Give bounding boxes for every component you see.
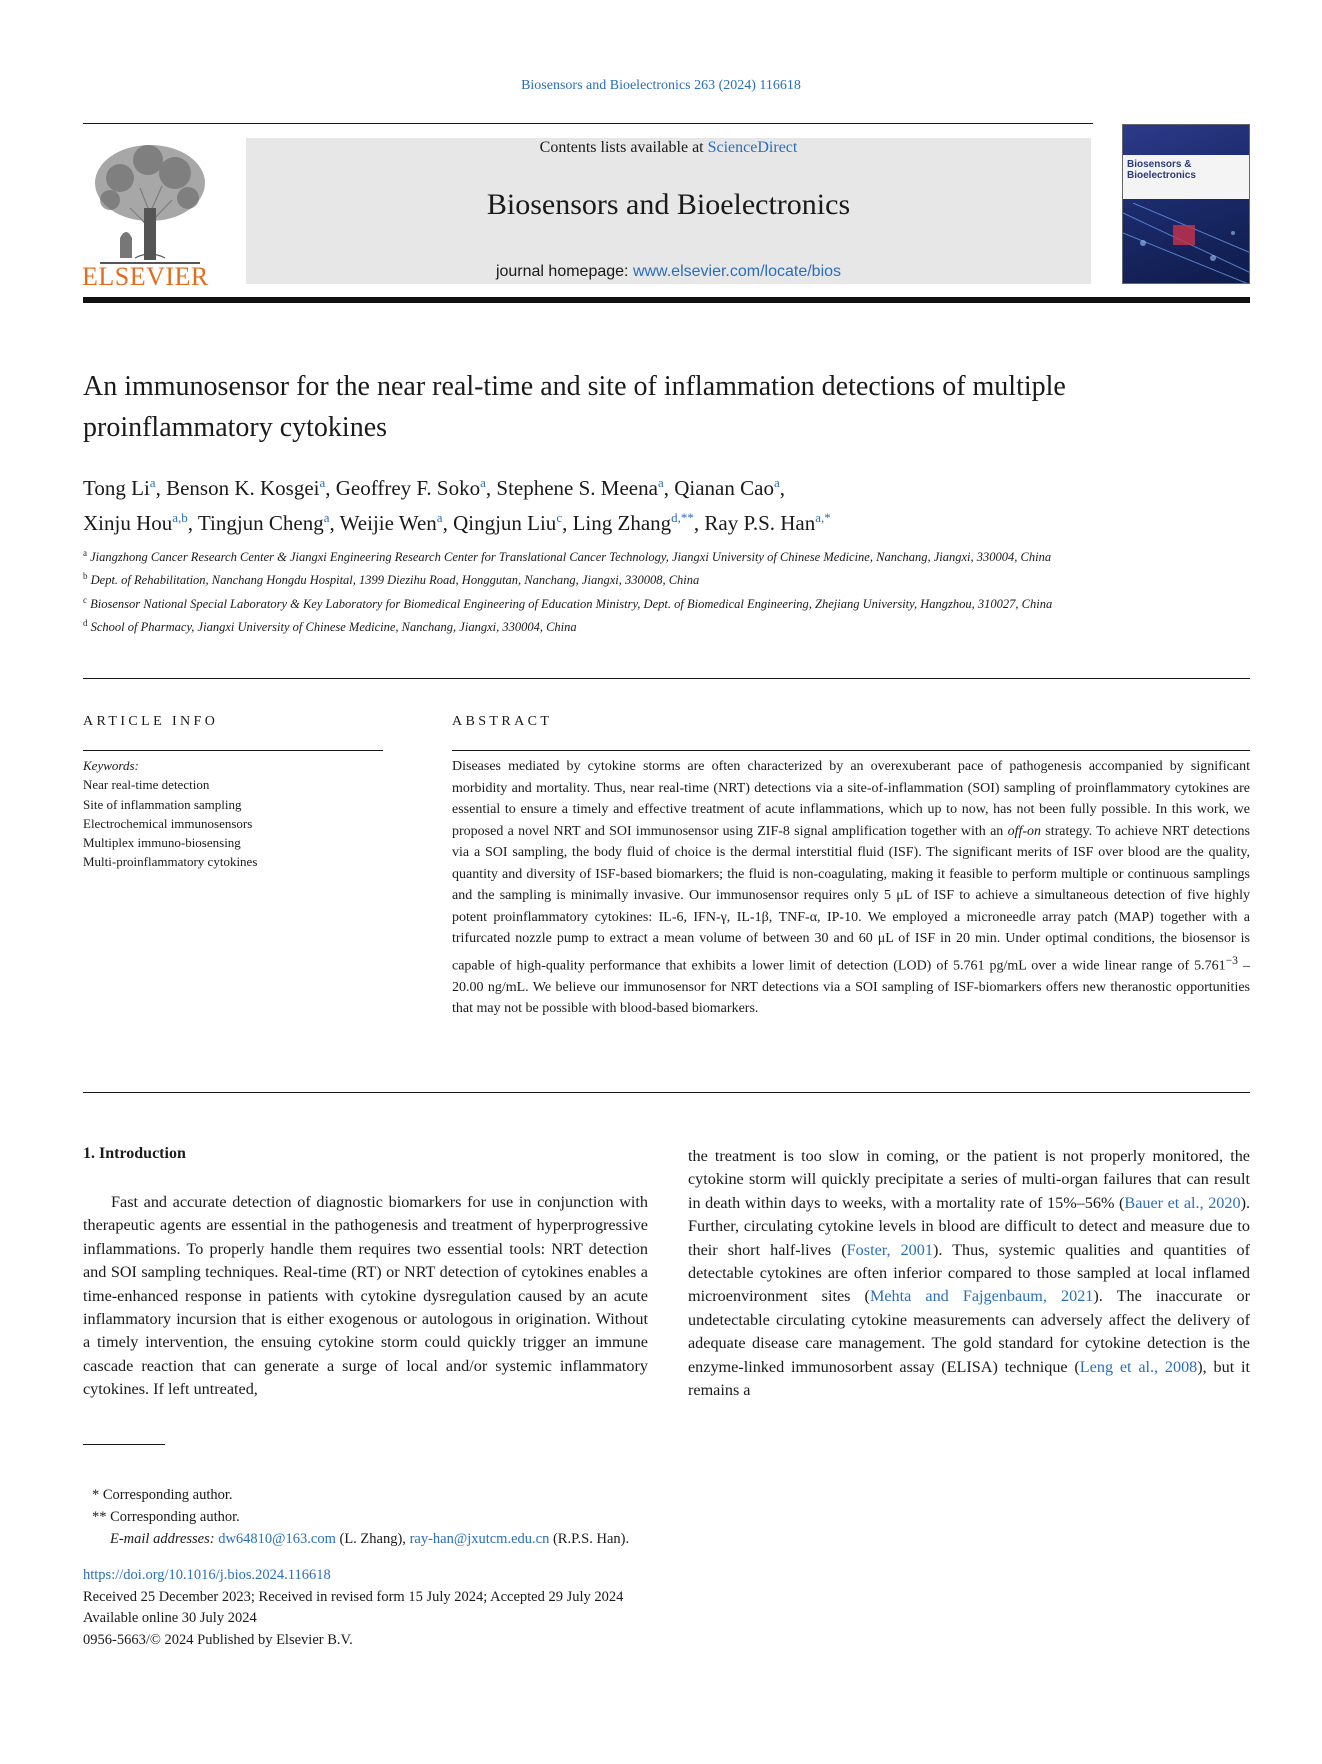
footnotes [92, 1484, 629, 1550]
abstract-part: Diseases mediated by cytokine storms are often characterized by an overexuberant pace of pathogenesis accompanied by significant morbidity and mortality. Thus, near real-time (NRT) detections via a site-of-inflammation (SOI) sampling of proinflammatory cytokines are essential to ensure a timely and effective treatment of acute inflammations, which up to now, has not been fully possible. In this work, we proposed a novel NRT and SOI immunosensor using ZIF-8 signal amplification together with an [452, 759, 1250, 839]
contents-prefix: Contents lists available at [539, 139, 708, 156]
email-owner: (R.P.S. Han). [549, 1531, 630, 1547]
affiliation-key: b [83, 571, 88, 582]
author-affiliation-mark[interactable]: a [657, 475, 664, 490]
section-rule [83, 678, 1250, 679]
section-rule [83, 1092, 1250, 1093]
publication-info [83, 1565, 623, 1651]
homepage-link[interactable]: www.elsevier.com/locate/bios [632, 263, 842, 280]
keyword-item: Site of inflammation sampling [83, 796, 242, 812]
author-name[interactable]: Tingjun Cheng [197, 511, 324, 535]
homepage-prefix: journal homepage: [495, 263, 633, 280]
author-name[interactable]: Qingjun Liu [453, 511, 557, 535]
keywords-label: Keywords: [83, 758, 139, 773]
citation-link[interactable]: Foster, 2001 [846, 1240, 933, 1259]
author-affiliation-mark[interactable]: a [149, 475, 156, 490]
abstract-heading: ABSTRACT [452, 714, 553, 729]
citation-link[interactable]: Bauer et al., 2020 [1124, 1193, 1241, 1212]
author-name[interactable]: Tong Li [83, 476, 150, 500]
abstract-rule [452, 750, 1250, 751]
author-name[interactable]: Ray P.S. Han [704, 511, 816, 535]
affiliation-key: d [83, 617, 88, 628]
abstract-italic: off-on [1007, 823, 1042, 839]
author-list: Tong Li$^a$, Benson K. Kosgei$^a$, Geoffrey F. Soko$^a$, Stephene S. Meena$^a$, Qianan Cao$^a$, Xinju Hou$^{a,b}$, Tingjun Cheng$^a$, Weijie Wen$^a$, Qingjun Liu$^c$, Ling Zhang$^{d,**}$, Ray P.S. Han$^{a,*}$ [83, 475, 831, 535]
email-label: E-mail addresses: [110, 1531, 215, 1547]
affiliation-list [83, 544, 1083, 637]
author-name[interactable]: Stephene S. Meena [496, 476, 658, 500]
author-affiliation-mark[interactable]: a [436, 510, 443, 525]
email-owner: (L. Zhang), [335, 1531, 410, 1547]
author-affiliation-mark[interactable]: a [323, 510, 330, 525]
cover-title: Biosensors & Bioelectronics [1127, 159, 1196, 181]
contents-line [246, 139, 1091, 157]
author-name[interactable]: Xinju Hou [83, 511, 173, 535]
sciencedirect-link[interactable]: ScienceDirect [707, 139, 798, 156]
email-link[interactable]: ray-han@jxutcm.edu.cn [409, 1531, 550, 1547]
affiliation-item [83, 567, 1083, 590]
keywords-block [83, 756, 257, 872]
journal-title: Biosensors and Bioelectronics [486, 188, 851, 221]
keyword-item: Multi-proinflammatory cytokines [83, 854, 258, 870]
author-name[interactable]: Weijie Wen [339, 511, 437, 535]
author-affiliation-mark[interactable]: a [319, 475, 326, 490]
introduction-right-column [688, 1145, 1250, 1402]
intro-text: ). The inaccurate or undetectable circulating cytokine measurements can adversely affect the delivery of adequate disease care management. The gold standard for cytokine detection is the enzyme-linked immunosorbent assay (ELISA) technique ( [688, 1287, 1250, 1376]
affiliation-item [83, 544, 1083, 567]
email-link[interactable]: dw64810@163.com [218, 1531, 336, 1547]
author-affiliation-mark[interactable]: d,** [671, 510, 694, 525]
corresponding-author-note: * Corresponding author. [92, 1487, 233, 1503]
affiliation-text: Biosensor National Special Laboratory & Key Laboratory for Biomedical Engineering of Education Ministry, Dept. of Biomedical Engineering, Zhejiang University, Hangzhou, 310027, China [90, 596, 1053, 611]
keyword-item: Electrochemical immunosensors [83, 815, 253, 831]
author-name[interactable]: Geoffrey F. Soko [335, 476, 481, 500]
corresponding-author-note: ** Corresponding author. [92, 1509, 240, 1525]
author-affiliation-mark[interactable]: a [773, 475, 780, 490]
article-info-heading: ARTICLE INFO [83, 714, 219, 729]
header-thick-rule [83, 297, 1250, 303]
abstract-part: strategy. To achieve NRT detections via a SOI sampling, the body fluid of choice is the dermal interstitial fluid (ISF). The significant merits of ISF over blood are the quality, quantity and diversity of ISF-based biomarkers; the fluid is non-coagulating, making it feasible to perform multiple or continuous samplings and the sampling is minimally invasive. Our immunosensor requires only 5 μL of ISF to achieve a simultaneous detection of five highly potent proinflammatory cytokines: IL-6, IFN-γ, IL-1β, TNF-α, IP-10. We employed a microneedle array patch (MAP) together with a trifurcated nozzle pump to extract a mean volume of between 30 and 60 μL of ISF in 20 min. Under optimal conditions, the biosensor is capable of high-quality performance that exhibits a lower limit of detection (LOD) of 5.761 pg/mL over a wide linear range of 5.761 [452, 823, 1250, 974]
abstract-text [452, 756, 1250, 1020]
affiliation-item [83, 591, 1083, 614]
author-name[interactable]: Benson K. Kosgei [166, 476, 320, 500]
intro-text: ). Further, circulating cytokine levels in blood are difficult to detect and measure due to their short half-lives ( [688, 1193, 1251, 1259]
article-title: An immunosensor for the near real-time and site of inflammation detections of multiple proinflammatory cytokines [83, 371, 1066, 443]
affiliation-key: a [83, 548, 87, 558]
affiliation-item [83, 614, 1083, 637]
keywords-rule [83, 750, 383, 751]
doi-link[interactable]: https://doi.org/10.1016/j.bios.2024.116618 [83, 1567, 331, 1583]
author-name[interactable]: Qianan Cao [674, 476, 774, 500]
affiliation-text: Jiangzhong Cancer Research Center & Jiangxi Engineering Research Center for Translational Cancer Technology, Jiangxi University of Chinese Medicine, Nanchang, Jiangxi, 330004, China [90, 550, 1052, 564]
affiliation-text: Dept. of Rehabilitation, Nanchang Hongdu Hospital, 1399 Diezihu Road, Honggutan, Nanchang, Jiangxi, 330008, China [90, 573, 700, 588]
author-affiliation-mark[interactable]: c [556, 510, 563, 525]
citation-link[interactable]: Mehta and Fajgenbaum, 2021 [869, 1287, 1094, 1306]
email-line [92, 1528, 629, 1550]
journal-cover-thumbnail[interactable] [1122, 124, 1250, 284]
keyword-item: Near real-time detection [83, 777, 210, 793]
affiliation-text: School of Pharmacy, Jiangxi University of Chinese Medicine, Nanchang, Jiangxi, 330004, China [90, 619, 577, 634]
history-dates: Received 25 December 2023; Received in revised form 15 July 2024; Accepted 29 July 2024 [83, 1588, 624, 1605]
abstract-superscript: −3 [1225, 953, 1239, 967]
author-affiliation-mark[interactable]: a,b [172, 510, 188, 525]
author-affiliation-mark[interactable]: a [480, 475, 486, 490]
elsevier-wordmark[interactable]: ELSEVIER [82, 262, 209, 291]
online-date: Available online 30 July 2024 [83, 1610, 257, 1626]
introduction-heading: 1. Introduction [83, 1145, 186, 1162]
affiliation-key: c [83, 594, 87, 605]
journal-citation-link[interactable]: Biosensors and Bioelectronics 263 (2024) 116618 [521, 78, 801, 93]
author-name[interactable]: Ling Zhang [572, 511, 672, 535]
cover-art-graphic [1123, 203, 1250, 284]
author-affiliation-mark[interactable]: a,* [815, 510, 831, 525]
homepage-line [246, 263, 1091, 281]
intro-text: ), but it remains a [688, 1357, 1250, 1400]
introduction-left-column: Fast and accurate detection of diagnostic biomarkers for use in conjunction with therapeutic agents are essential in the pathogenesis and treatment of hyperprogressive inflammations. To properly handle them requires two essential tools: NRT detection and SOI sampling techniques. Real-time (RT) or NRT detection of cytokines enables a time-enhanced response in patients with cytokine dysregulation caused by an acute inflammatory incursion that is either exogenous or autologous in origination. Without a timely intervention, the ensuing cytokine storm could quickly trigger an immune cascade reaction that can generate a surge of local and/or systemic inflammatory cytokines. If left untreated, [83, 1193, 648, 1399]
intro-text: ). Thus, systemic qualities and quantities of detectable cytokines are often inferior compared to those sampled at local inflamed microenvironment sites ( [688, 1240, 1251, 1306]
footnote-rule [83, 1444, 165, 1445]
copyright-line: 0956-5663/© 2024 Published by Elsevier B.V. [83, 1631, 353, 1648]
keyword-item: Multiplex immuno-biosensing [83, 835, 241, 851]
citation-link[interactable]: Leng et al., 2008 [1079, 1357, 1198, 1376]
header-rule [83, 123, 1093, 124]
abstract-part: – 20.00 ng/mL. We believe our immunosensor for NRT detections via a SOI sampling of ISF-biomarkers offers new theranostic opportunities that may not be possible with blood-based biomarkers. [452, 958, 1251, 1017]
intro-text: the treatment is too slow in coming, or the patient is not properly monitored, the cytokine storm will quickly precipitate a series of multi-organ failures that can result in death within days to weeks, with a mortality rate of 15%–56% ( [688, 1147, 1250, 1212]
